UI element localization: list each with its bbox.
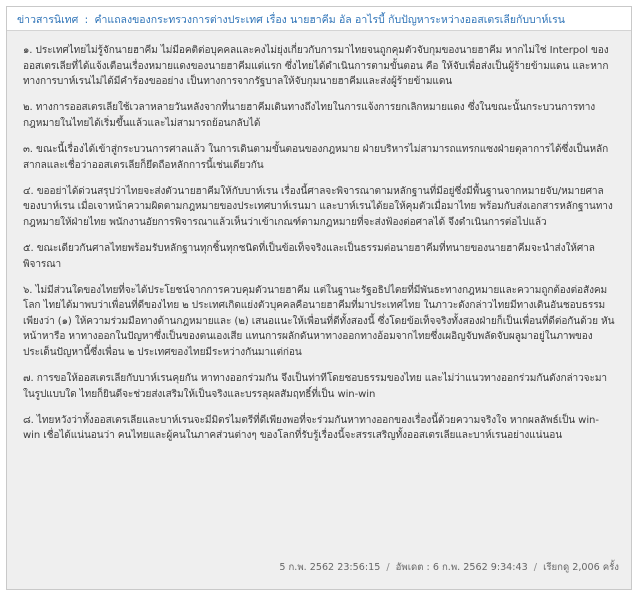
paragraph-4: ๔. ขออย่าได้ด่วนสรุปว่าไทยจะส่งตัวนายฮาคีมให้กับบาห์เรน เรื่องนี้ศาลจะพิจารณาตามหลักฐานที่มีอยู่ซึ่งมีพื้นฐานจากหมายจับ/หมายศาลของบาห์เรน เมื่อเจาหน้าความผิดตามกฎหมายของประเทศบาห์เรนมา และบาห์เรนได้ยอให้คุมตัวเมื่อมาไทย พร้อมกับส่งเอกสารหลักฐานทางกฎหมายให้ฝ่ายไทย พนักงานอัยการพิจารณาแล้วเห็นว่าเข้าเกณฑ์ตามกฎหมายที่จะส่งฟ้องต่อศาลได้ จึงดำเนินการต่อไปแล้ว bbox=[23, 185, 613, 228]
article-footer bbox=[279, 560, 619, 575]
category-label: ข่าวสารนิเทศ bbox=[17, 14, 79, 26]
article-body bbox=[7, 31, 631, 444]
paragraph-6: ๖. ไม่มีส่วนใดของไทยที่จะได้ประโยชน์จากการควบคุมตัวนายฮาคีม แต่ในฐานะรัฐอธิปไตยที่มีพันธะทางกฎหมายและความถูกต้องต่อสังคมโลก ไทยได้มาพบว่าเพื่อนที่ดีของไทย ๒ ประเทศเกิดแย่งตัวบุคคลคือนายฮาคีมที่มาประเทศไทย ในภาวะดังกล่าวไทยมีทางเดินอันชอบธรรมเพียงว่า (๑) ให้ความร่วมมือทางด้านกฎหมายและ (๒) เสนอแนะให้เพื่อนที่ดีทั้งสองนี้ ซึ่งโดยข้อเท็จจริงทั้งสองฝ่ายก็เป็นเพื่อนที่ดีต่อกันด้วย หันหน้าหารือ หาทางออกในปัญหาซึ่งเป็นของตนเองเสีย แทนการผลักดันหาทางออกทางอ้อมจากไทยซึ่งเผอิญจับพลัดจับผลูมาอยู่ในภาพของประเด็นปัญหานี้ซึ่งเพื่อน ๒ ประเทศของไทยมีระหว่างกันมาแต่ก่อน bbox=[23, 284, 615, 358]
paragraph-8: ๘. ไทยหวังว่าทั้งออสเตรเลียและบาห์เรนจะมีมิตรไมตรีที่ดีเพียงพอที่จะร่วมกันหาทางออกของเรื่องนี้ด้วยความจริงใจ หากผลลัพธ์เป็น win-win เชื่อได้แน่นอนว่า คนไทยและผู้คนในภาคส่วนต่างๆ ของโลกที่รับรู้เรื่องนี้จะสรรเสริญทั้งออสเตรเลียและบาห์เรนอย่างแน่นอน bbox=[23, 414, 599, 442]
footer-separator: / bbox=[386, 562, 390, 573]
article-header bbox=[7, 7, 631, 31]
article-title: คำแถลงของกระทรวงการต่างประเทศ เรื่อง นายฮาคีม อัล อาไรบี้ กับปัญหาระหว่างออสเตรเลียกับบาห์เรน bbox=[94, 14, 565, 26]
footer-separator: / bbox=[533, 562, 538, 573]
paragraph-7: ๗. การขอให้ออสเตรเลียกับบาห์เรนคุยกัน หาทางออกร่วมกัน จึงเป็นท่าทีโดยชอบธรรมของไทย และไม่ว่าแนวทางออกร่วมกันดังกล่าวจะมาในรูปแบบใด ไทยก็ยินดีจะช่วยส่งเสริมให้เป็นจริงและบรรลุผลสัมฤทธิ์ที่เป็น win-win bbox=[23, 373, 607, 400]
posted-timestamp: 5 ก.พ. 2562 23:56:15 bbox=[279, 562, 381, 573]
title-separator: : bbox=[84, 14, 89, 26]
paragraph-5: ๕. ขณะเดียวกันศาลไทยพร้อมรับหลักฐานทุกชิ้นทุกชนิดที่เป็นข้อเท็จจริงและเป็นธรรมต่อนายฮาคีมที่ทนายของนายฮาคีมจะนำส่งให้ศาลพิจารณา bbox=[23, 242, 595, 270]
paragraph-2: ๒. ทางการออสเตรเลียใช้เวลาหลายวันหลังจากที่นายฮาคีมเดินทางถึงไทยในการแจ้งการยกเลิกหมายแดง ซึ่งในขณะนั้นกระบวนการทางกฎหมายในไทยได้เริ่มขึ้นแล้วและไม่สามารถย้อนกลับได้ bbox=[23, 102, 596, 129]
paragraph-3: ๓. ขณะนี้เรื่องได้เข้าสู่กระบวนการศาลแล้ว ในการเดินตามขั้นตอนของกฎหมาย ฝ่ายบริหารไม่สามารถแทรกแซงฝ่ายตุลาการได้ซึ่งเป็นหลักสากลและเชื่อว่าออสเตรเลียก็ยึดถือหลักการนี้เช่นเดียวกัน bbox=[23, 143, 609, 171]
news-article-panel bbox=[6, 6, 632, 590]
updated-timestamp: อัพเดต : 6 ก.พ. 2562 9:34:43 bbox=[395, 562, 528, 573]
paragraph-1: ๑. ประเทศไทยไม่รู้จักนายฮาคีม ไม่มีอคติต่อบุคคลและคงไม่ยุ่งเกี่ยวกับการมาไทยจนถูกคุมตัวจับกุมของนายฮาคีม หากไม่ใช่ Interpol ของออสเตรเลียที่ได้แจ้งเตือนเรื่องหมายแดงของนายฮาคีมแต่แรก ซึ่งไทยได้ดำเนินการตามขั้นตอน คือ ให้จับเพื่อส่งเป็นผู้ร้ายข้ามแดน และหากทางการบาห์เรนไม่ได้มีคำร้องขออย่าง เป็นทางการจากรัฐบาลให้จับกุมนายฮาคีมและส่งผู้ร้ายข้ามแดน bbox=[23, 45, 609, 88]
view-count: เรียกดู 2,006 ครั้ง bbox=[543, 562, 619, 573]
